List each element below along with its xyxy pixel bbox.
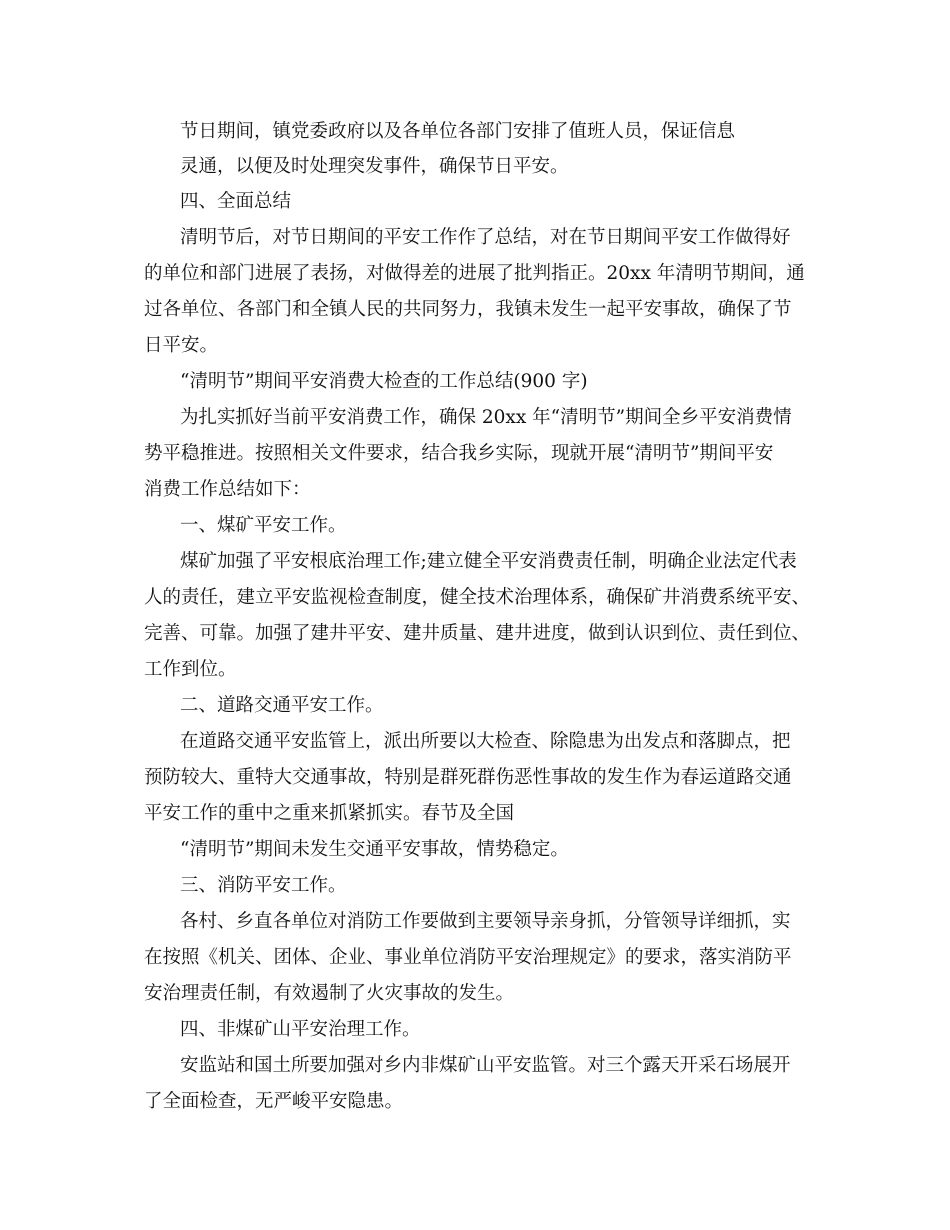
text-line: 的单位和部门进展了表扬，对做得差的进展了批判指正。20xx 年清明节期间，通 xyxy=(144,263,805,284)
text-line: 在道路交通平安监管上，派出所要以大检查、除隐患为出发点和落脚点，把 xyxy=(180,731,791,752)
text-line: 日平安。 xyxy=(144,335,219,356)
text-line: 平安工作的重中之重来抓紧抓实。春节及全国 xyxy=(144,803,515,824)
text-line: 节日期间，镇党委政府以及各单位各部门安排了值班人员，保证信息 xyxy=(180,121,736,142)
text-line: 完善、可靠。加强了建井平安、建井质量、建井进度，做到认识到位、责任到位、 xyxy=(144,623,811,644)
text-line: 为扎实抓好当前平安消费工作，确保 20xx 年“清明节”期间全乡平安消费情 xyxy=(180,407,792,428)
text-line: “清明节”期间未发生交通平安事故，情势稳定。 xyxy=(180,839,569,860)
text-line: 在按照《机关、团体、企业、事业单位消防平安治理规定》的要求，落实消防平 xyxy=(144,947,792,968)
text-line: 工作到位。 xyxy=(144,659,237,680)
article-title: “清明节”期间平安消费大检查的工作总结(900 字) xyxy=(180,371,588,392)
section-heading: 四、全面总结 xyxy=(180,191,292,212)
text-line: 清明节后，对节日期间的平安工作作了总结，对在节日期间平安工作做得好 xyxy=(180,227,791,248)
text-line: 灵通，以便及时处理突发事件，确保节日平安。 xyxy=(180,156,569,177)
text-line: 了全面检查，无严峻平安隐患。 xyxy=(144,1091,404,1112)
text-line: 各村、乡直各单位对消防工作要做到主要领导亲身抓，分管领导详细抓，实 xyxy=(180,911,791,932)
text-line: 安治理责任制，有效遏制了火灾事故的发生。 xyxy=(144,983,515,1004)
text-line: 消费工作总结如下： xyxy=(144,479,311,500)
section-heading: 二、道路交通平安工作。 xyxy=(180,695,384,716)
text-line: 势平稳推进。按照相关文件要求，结合我乡实际，现就开展“清明节”期间平安 xyxy=(144,443,774,464)
text-line: 预防较大、重特大交通事故，特别是群死群伤恶性事故的发生作为春运道路交通 xyxy=(144,767,792,788)
text-line: 过各单位、各部门和全镇人民的共同努力，我镇未发生一起平安事故，确保了节 xyxy=(144,299,792,320)
text-line: 人的责任，建立平安监视检查制度，健全技术治理体系，确保矿井消费系统平安、 xyxy=(144,587,811,608)
section-heading: 一、煤矿平安工作。 xyxy=(180,515,347,536)
text-line: 煤矿加强了平安根底治理工作;建立健全平安消费责任制，明确企业法定代表 xyxy=(180,551,797,572)
section-heading: 四、非煤矿山平安治理工作。 xyxy=(180,1019,421,1040)
text-line: 安监站和国土所要加强对乡内非煤矿山平安监管。对三个露天开采石场展开 xyxy=(180,1055,791,1076)
section-heading: 三、消防平安工作。 xyxy=(180,875,347,896)
